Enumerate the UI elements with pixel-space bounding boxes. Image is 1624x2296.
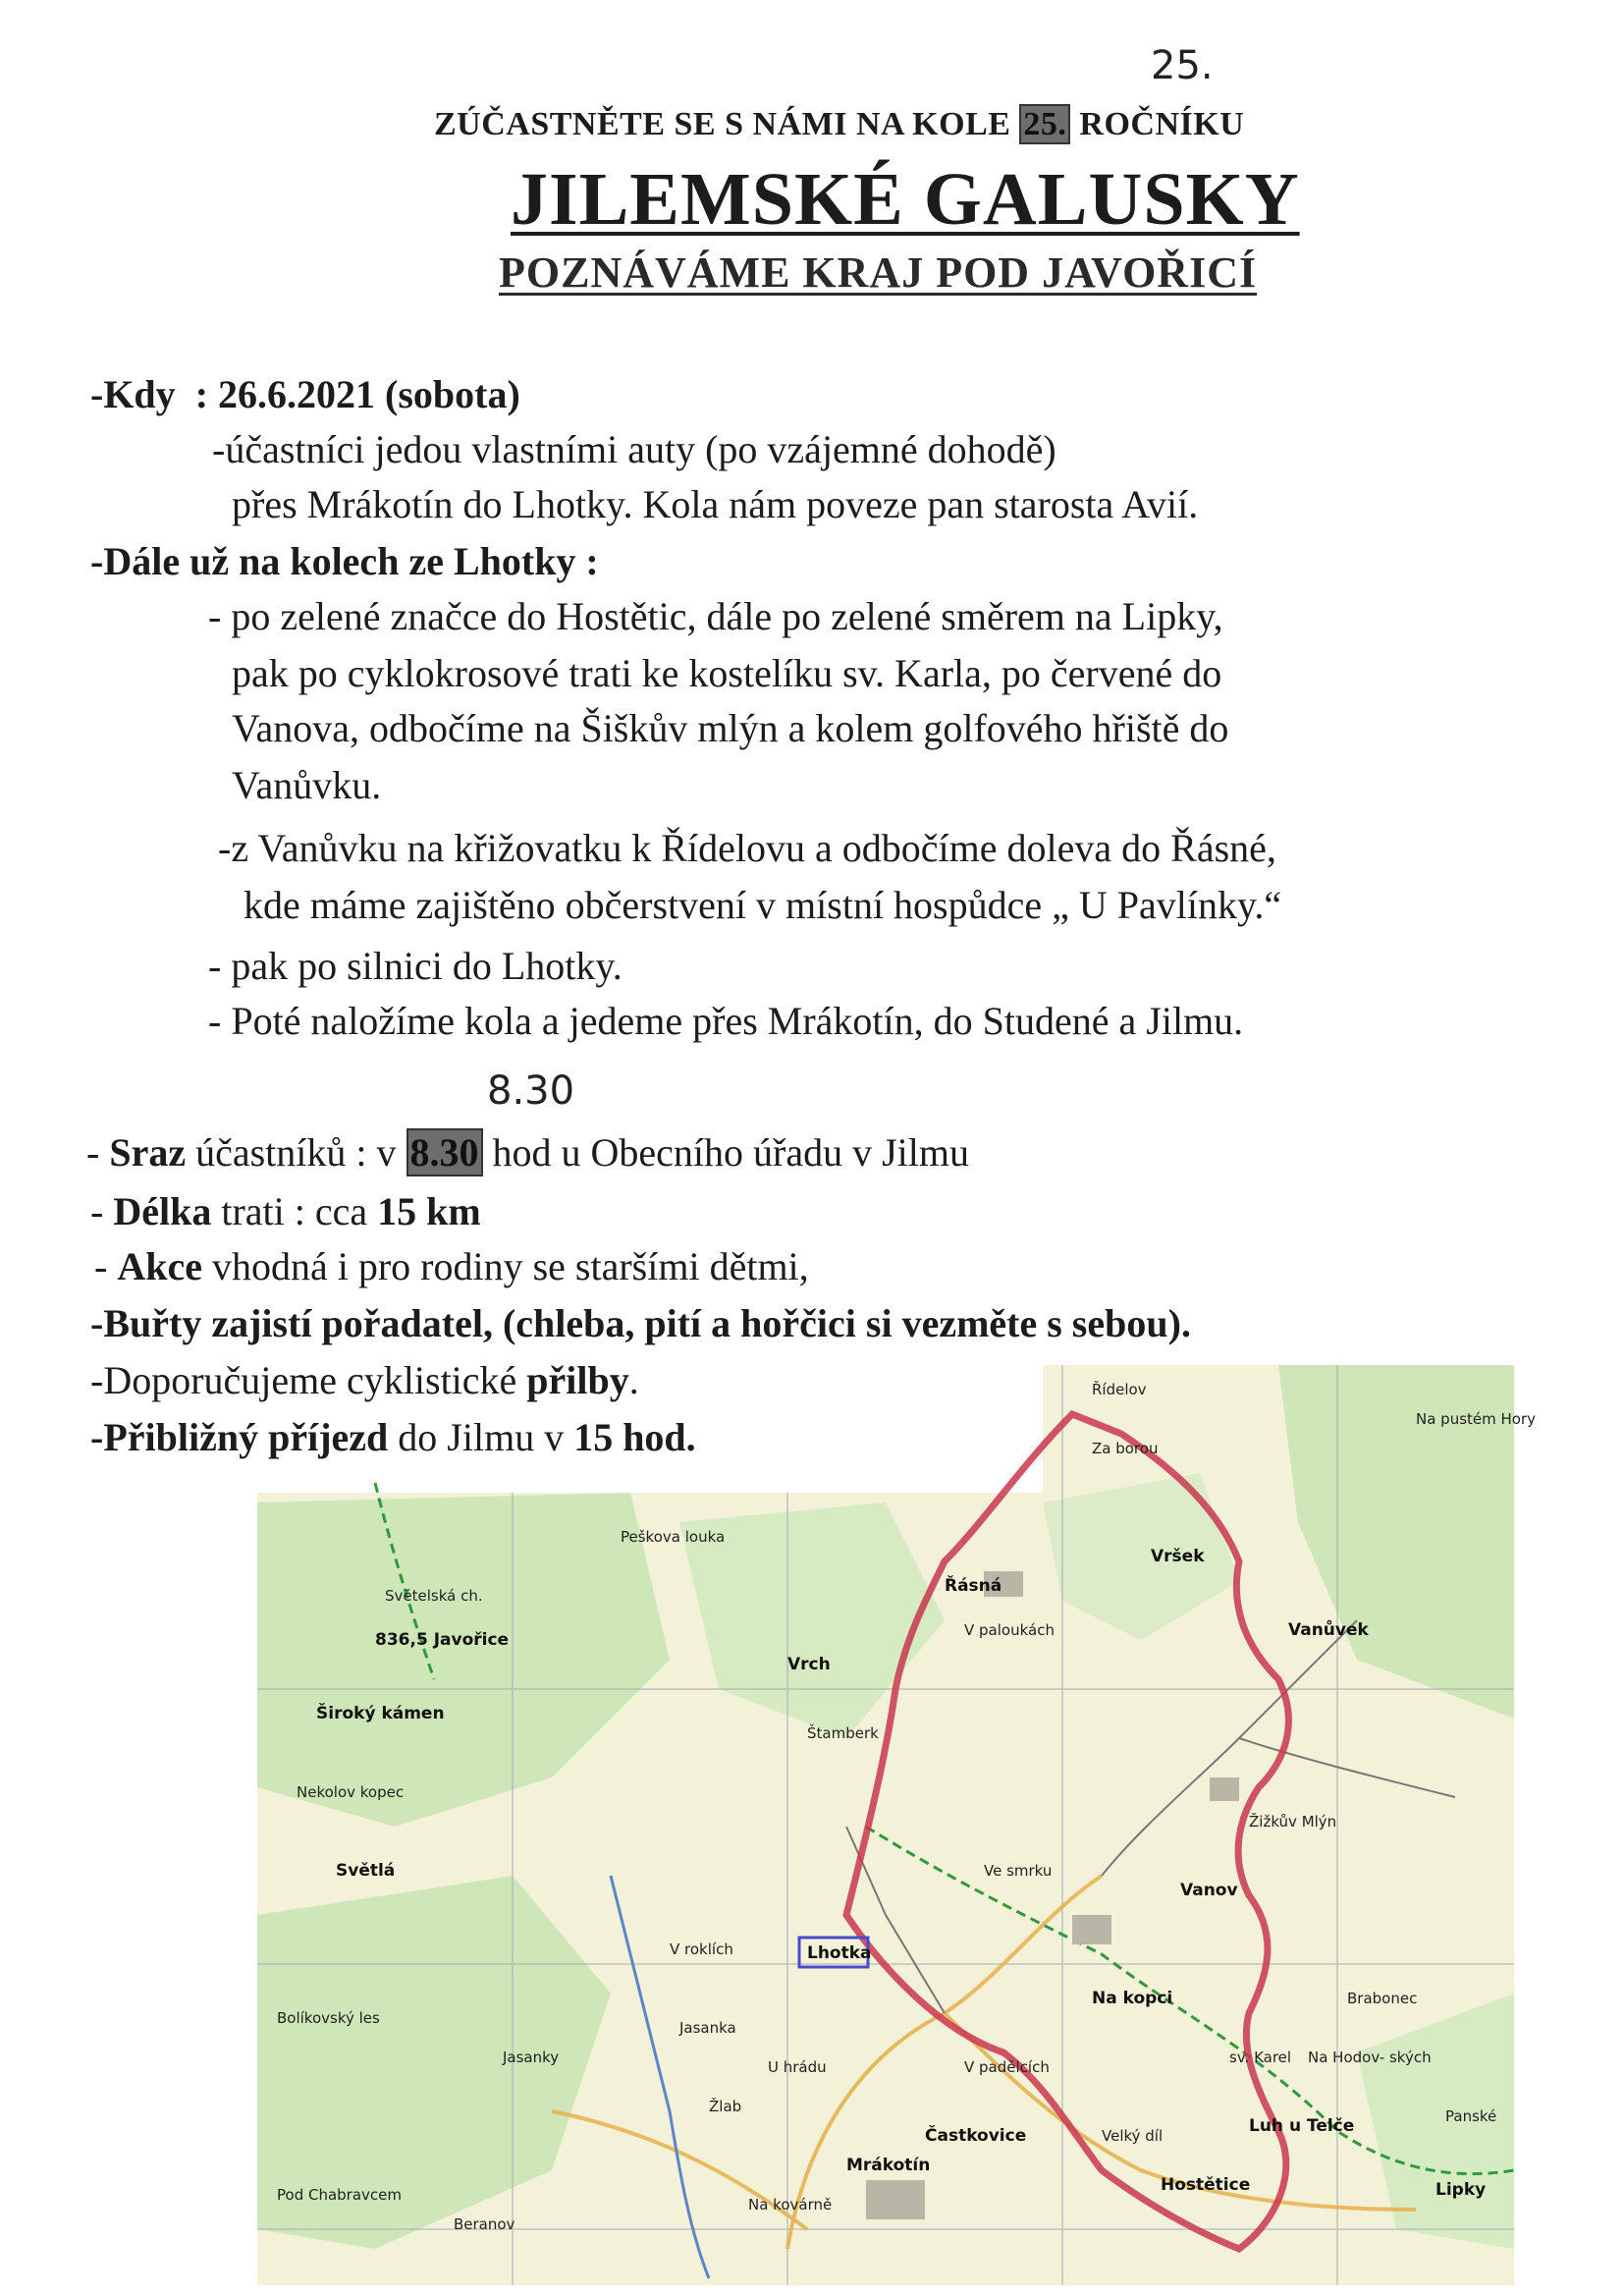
map-label-svetelska: Světelská ch. [385,1587,483,1605]
route-map [257,1365,1537,2285]
map-label-nahodov: Na Hodov- ských [1308,2049,1432,2066]
map-label-napustem: Na pustém Hory [1416,1410,1537,1428]
map-label-velkydil: Velký díl [1102,2127,1164,2145]
map-label-javorice: 836,5 Javořice [375,1630,510,1650]
map-label-beranov: Beranov [454,2215,515,2233]
sraz-time: 8.30 [406,1128,483,1176]
map-label-podchabravcem: Pod Chabravcem [277,2186,402,2204]
sraz-prefix: - [86,1130,110,1175]
akce-bold: Akce [117,1244,202,1288]
route-1b: pak po cyklokrosové trati ke kostelíku sv. Karla, po červené do [232,651,1222,695]
delka-line [90,1188,481,1234]
map-label-vanov: Vanov [1180,1881,1238,1900]
prijezd-text: do Jilmu v [388,1415,574,1459]
sraz-line [86,1129,969,1175]
kdy-label: -Kdy [90,372,176,416]
delka-text: trati : cca [211,1189,378,1233]
map-label-vesmrku: Ve smrku [984,1862,1053,1880]
map-label-svkarel: sv. Karel [1229,2049,1292,2066]
map-label-nekolov: Nekolov kopec [297,1783,405,1801]
map-label-rasna: Řásná [945,1576,1002,1596]
route-1d: Vanůvku. [232,763,382,807]
kdy-line-2: -účastníci jedou vlastními auty (po vzájemné dohodě) [212,427,1056,471]
map-label-nakopci: Na kopci [1092,1989,1173,2008]
subtitle: POZNÁVÁME KRAJ POD JAVOŘICÍ [499,248,1258,297]
route-2b: kde máme zajištěno občerstvení v místní hospůdce „ U Pavlínky.“ [244,883,1282,927]
prilby-text: -Doporučujeme cyklistické [90,1358,527,1402]
map-label-peskova: Peškova louka [621,1528,726,1546]
map-label-stamberk: Štamberk [807,1724,879,1742]
delka-value: 15 km [377,1189,481,1233]
route-1c: Vanova, odbočíme na Šiškův mlýn a kolem golfového hřiště do [232,706,1229,750]
delka-bold: Délka [113,1189,212,1233]
map-label-vrch: Vrch [787,1655,831,1674]
map-label-zlab: Žlab [709,2098,742,2115]
burty-line: -Buřty zajistí pořadatel, (chleba, pití a hořčici si vezměte s sebou). [90,1301,1191,1345]
map-image [257,1365,1537,2285]
sraz-bold: Sraz [109,1130,187,1175]
route-3: - pak po silnici do Lhotky. [208,944,623,988]
map-label-luh: Luh u Telče [1249,2116,1355,2136]
kdy-line [90,371,520,417]
map-label-castkovice: Častkovice [925,2126,1027,2146]
map-label-siroky: Široký kámen [316,1704,445,1723]
kdy-line-3: přes Mrákotín do Lhotky. Kola nám poveze pan starosta Avií. [232,482,1199,526]
map-label-zaborou: Za borou [1092,1440,1159,1457]
main-title: JILEMSKÉ GALUSKY [511,158,1300,241]
map-label-jasanky: Jasanky [503,2049,560,2066]
map-label-ridelov: Řídelov [1092,1381,1147,1398]
sraz-suffix: hod u Obecního úřadu v Jilmu [482,1130,970,1175]
akce-text: vhodná i pro rodiny se staršími dětmi, [201,1244,809,1288]
title-line-text: ZÚČASTNĚTE SE S NÁMI NA KOLE [434,106,1011,142]
map-label-vpalouckach: V paloukách [964,1621,1055,1639]
delka-prefix: - [90,1189,114,1233]
map-label-nakovarne: Na kovárně [748,2196,833,2214]
ordinal-boxed: 25. [1019,104,1070,144]
akce-line [94,1243,809,1289]
dale-heading: -Dále už na kolech ze Lhotky : [90,539,599,583]
map-label-uhradu: U hrádu [768,2058,827,2076]
map-label-mrakotin: Mrákotín [846,2156,931,2175]
map-label-panske: Panské [1445,2107,1497,2125]
handwritten-time: 8.30 [487,1068,575,1114]
handwritten-ordinal: 25. [1151,43,1214,88]
sraz-text: účastníků : v [186,1130,406,1175]
prilby-end: . [628,1358,639,1402]
map-label-jasanka: Jasanka [679,2019,736,2037]
map-label-lipky: Lipky [1435,2180,1487,2200]
map-label-vanuvek: Vanůvek [1288,1620,1369,1640]
map-label-zizkuv: Žižkův Mlýn [1249,1813,1337,1831]
map-label-vpadelcich: V padělcích [964,2058,1050,2076]
kdy-value: : 26.6.2021 (sobota) [194,372,520,416]
title-line [434,106,1244,143]
map-label-brabonec: Brabonec [1347,1990,1418,2007]
map-label-vroklich: V roklích [670,1941,733,1958]
route-1a: - po zelené značce do Hostětic, dále po zelené směrem na Lipky, [208,594,1223,638]
route-2a: -z Vanůvku na křižovatku k Řídelovu a odbočíme doleva do Řásné, [218,826,1276,870]
map-label-vrsek: Vršek [1151,1547,1205,1566]
akce-prefix: - [94,1244,118,1288]
prilby-bold: přilby [526,1358,629,1402]
ordinal-suffix: ROČNÍKU [1079,106,1245,142]
map-label-hostetice: Hostětice [1161,2175,1251,2195]
map-label-bolikovsky: Bolíkovský les [277,2009,380,2027]
map-label-svetla: Světlá [336,1861,396,1881]
prijezd-bold: -Přibližný příjezd [90,1415,389,1459]
map-label-lhotka: Lhotka [807,1943,872,1963]
route-4: - Poté naložíme kola a jedeme přes Mrákotín, do Studené a Jilmu. [208,999,1244,1043]
prijezd-value: 15 hod. [573,1415,696,1459]
